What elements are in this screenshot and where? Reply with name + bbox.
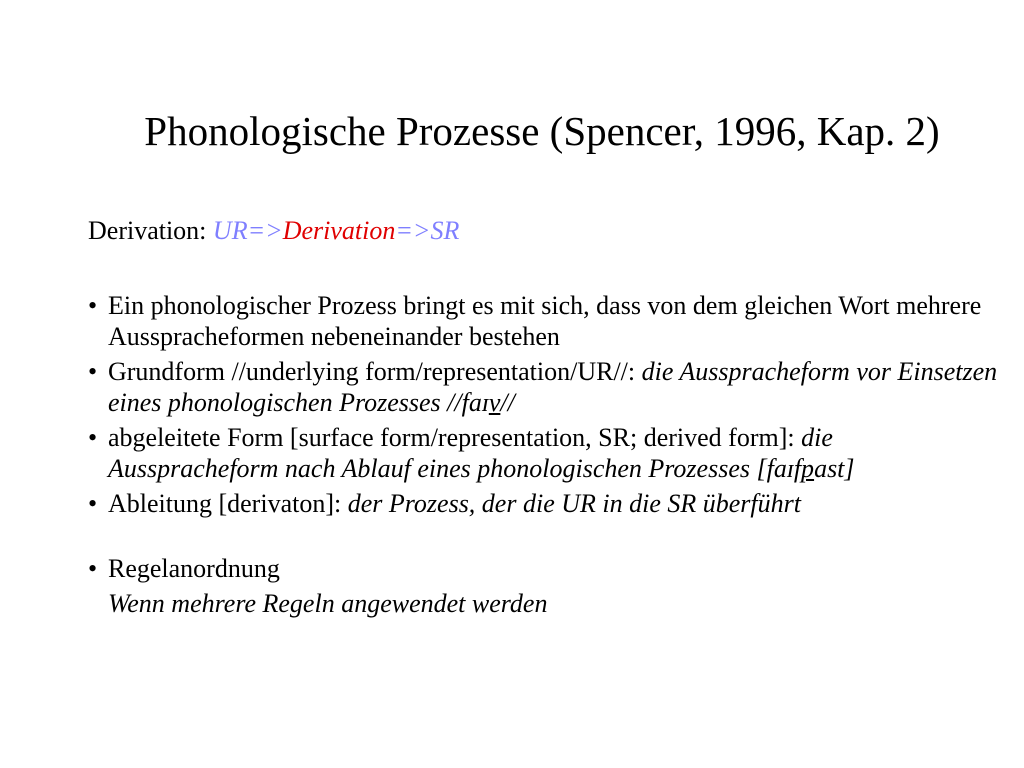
bullet-spacer (88, 523, 1008, 549)
derivation-sr: SR (430, 216, 460, 245)
bullet-item-grundform (88, 356, 1008, 418)
bullet-text-plain: Ableitung [derivaton]: (108, 489, 348, 518)
derivation-mid: Derivation (282, 216, 396, 245)
bullet-item-regelanordnung (88, 553, 1008, 584)
bullet-text-italic: der Prozess, der die UR in die SR überführt (347, 489, 801, 518)
bullet-text-underlined: v (488, 388, 501, 417)
bullet-subline: Wenn mehrere Regeln angewendet werden (108, 589, 548, 618)
bullet-dot: • (88, 423, 98, 452)
bullet-text-plain: Grundform //underlying form/representation/UR//: (108, 357, 642, 386)
bullet-text-italic: die Ausspracheform vor Einsetzen eines phonologischen Prozesses //faɪ (108, 357, 998, 417)
bullet-text-underlined: fp (793, 454, 815, 483)
bullet-item-process (88, 290, 1008, 352)
bullet-dot: • (88, 489, 98, 518)
derivation-arrow-2: => (395, 216, 431, 245)
bullet-text-plain: abgeleitete Form [surface form/representation, SR; derived form]: (108, 423, 802, 452)
bullet-dot: • (88, 357, 98, 386)
derivation-arrow-1: => (247, 216, 283, 245)
bullet-text-end: // (500, 388, 515, 417)
bullet-dot: • (88, 291, 98, 320)
bullet-item-abgeleitete-form (88, 422, 1008, 484)
bullet-text: Regelanordnung (108, 554, 280, 583)
bullet-item-ableitung (88, 488, 1008, 519)
derivation-label: Derivation: (88, 216, 213, 245)
bullet-list (88, 290, 1008, 623)
bullet-text-italic: die Ausspracheform nach Ablauf eines phonologischen Prozesses [faɪ (108, 423, 833, 483)
bullet-text-end: ast] (814, 454, 855, 483)
bullet-text: Ein phonologischer Prozess bringt es mit sich, dass von dem gleichen Wort mehrere Ausspracheformen nebeneinander bestehen (108, 291, 982, 351)
derivation-ur: UR (212, 216, 248, 245)
derivation-line (88, 215, 459, 247)
bullet-dot: • (88, 554, 98, 583)
slide-title: Phonologische Prozesse (Spencer, 1996, Kap. 2) (144, 108, 940, 154)
